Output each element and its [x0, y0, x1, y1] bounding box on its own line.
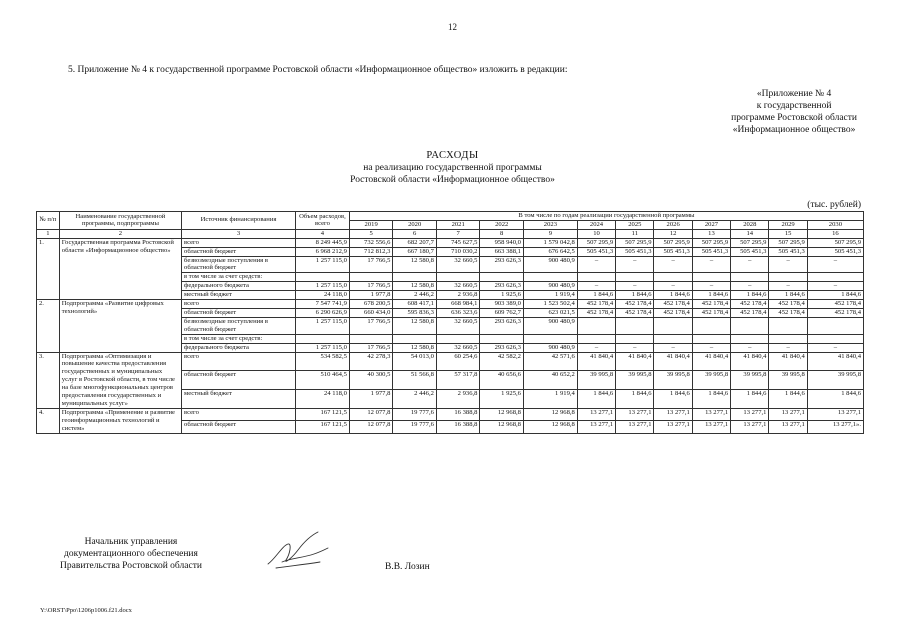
- year-value: –: [807, 343, 863, 352]
- year-value: [807, 273, 863, 282]
- year-value: 42 582,2: [480, 352, 524, 371]
- year-value: 663 388,1: [480, 247, 524, 256]
- program-name: Государственная программа Ростовской области «Информационное общество»: [59, 238, 181, 299]
- year-value: –: [616, 282, 654, 291]
- year-value: 507 295,9: [654, 238, 692, 247]
- year-value: 1 977,8: [349, 390, 393, 409]
- table-row: [37, 238, 864, 247]
- funding-source: областной бюджет: [182, 247, 296, 256]
- year-value: 12 580,8: [393, 343, 437, 352]
- year-value: [654, 317, 692, 334]
- title-line: Ростовской области «Информационное общество»: [350, 175, 555, 185]
- table-row: [37, 352, 864, 371]
- title-line: на реализацию государственной программы: [363, 163, 542, 173]
- year-value: 41 840,4: [731, 352, 769, 371]
- year-value: 2 446,2: [393, 291, 437, 300]
- program-name: Подпрограмма «Развитие цифровых технологий»: [59, 300, 181, 352]
- funding-source: федерального бюджета: [182, 282, 296, 291]
- year-value: [436, 273, 480, 282]
- year-value: 13 277,1: [731, 421, 769, 433]
- year-value: 13 277,1: [731, 408, 769, 420]
- funding-source: федерального бюджета: [182, 343, 296, 352]
- year-value: 12 077,8: [349, 421, 393, 433]
- year-value: 13 277,1: [616, 408, 654, 420]
- year-value: [523, 334, 577, 343]
- year-value: 13 277,1: [807, 408, 863, 420]
- year-value: 41 840,4: [769, 352, 807, 371]
- total-value: 510 464,5: [296, 371, 350, 390]
- year-value: 12 580,8: [393, 256, 437, 273]
- column-index: 3: [182, 229, 296, 238]
- year-value: 13 277,1: [692, 408, 730, 420]
- year-value: [577, 317, 615, 334]
- year-value: 41 840,4: [577, 352, 615, 371]
- year-value: 54 013,0: [393, 352, 437, 371]
- year-value: [807, 317, 863, 334]
- year-value: 1 523 502,4: [523, 300, 577, 309]
- year-value: [393, 273, 437, 282]
- year-value: [349, 334, 393, 343]
- year-value: 505 451,3: [769, 247, 807, 256]
- header-year: 2030: [807, 220, 863, 229]
- funding-source: местный бюджет: [182, 390, 296, 409]
- year-value: 39 995,8: [616, 371, 654, 390]
- year-value: –: [769, 256, 807, 273]
- year-value: [731, 273, 769, 282]
- appendix-line: к государственной: [756, 101, 832, 111]
- year-value: 1 844,6: [616, 291, 654, 300]
- column-index: 4: [296, 229, 350, 238]
- year-value: 1 925,6: [480, 390, 524, 409]
- year-value: 900 480,9: [523, 256, 577, 273]
- year-value: 505 451,3: [692, 247, 730, 256]
- year-value: 13 277,1: [654, 421, 692, 433]
- year-value: 12 968,8: [523, 408, 577, 420]
- year-value: 40 656,6: [480, 371, 524, 390]
- row-number: 2.: [37, 300, 60, 352]
- year-value: [577, 334, 615, 343]
- year-value: 12 968,8: [523, 421, 577, 433]
- year-value: 676 642,5: [523, 247, 577, 256]
- total-value: 167 121,5: [296, 421, 350, 433]
- year-value: 682 207,7: [393, 238, 437, 247]
- year-value: 452 178,4: [577, 308, 615, 317]
- year-value: 51 566,8: [393, 371, 437, 390]
- column-index: 2: [59, 229, 181, 238]
- year-value: –: [731, 343, 769, 352]
- appendix-line: «Приложение № 4: [756, 89, 832, 99]
- year-value: 39 995,8: [654, 371, 692, 390]
- header-num: № п/п: [37, 212, 60, 230]
- year-value: 17 766,5: [349, 256, 393, 273]
- year-value: 41 840,4: [692, 352, 730, 371]
- column-index: 10: [577, 229, 615, 238]
- year-value: 1 844,6: [654, 291, 692, 300]
- year-value: [480, 273, 524, 282]
- funding-source: областной бюджет: [182, 421, 296, 433]
- year-value: –: [654, 343, 692, 352]
- year-value: 668 984,1: [436, 300, 480, 309]
- header-years-group: В том числе по годам реализации государственной программы: [349, 212, 863, 221]
- year-value: 1 919,4: [523, 390, 577, 409]
- year-value: 13 277,1: [769, 408, 807, 420]
- year-value: 1 844,6: [769, 291, 807, 300]
- year-value: [577, 273, 615, 282]
- year-value: 13 277,1: [577, 408, 615, 420]
- year-value: 1 919,4: [523, 291, 577, 300]
- year-value: 293 626,3: [480, 282, 524, 291]
- row-number: 1.: [37, 238, 60, 299]
- year-value: 39 995,8: [807, 371, 863, 390]
- year-value: 1 844,6: [692, 390, 730, 409]
- year-value: 17 766,5: [349, 317, 393, 334]
- year-value: 710 030,2: [436, 247, 480, 256]
- header-year: 2024: [577, 220, 615, 229]
- year-value: [692, 317, 730, 334]
- total-value: 1 257 115,0: [296, 256, 350, 273]
- year-value: 595 836,3: [393, 308, 437, 317]
- header-year: 2023: [523, 220, 577, 229]
- column-index: 7: [436, 229, 480, 238]
- row-number: 4.: [37, 408, 60, 433]
- year-value: 16 388,8: [436, 421, 480, 433]
- year-value: 1 844,6: [807, 390, 863, 409]
- year-value: 293 626,3: [480, 343, 524, 352]
- year-value: 900 480,9: [523, 282, 577, 291]
- year-value: 32 660,5: [436, 256, 480, 273]
- year-value: 40 300,5: [349, 371, 393, 390]
- total-value: 6 968 212,9: [296, 247, 350, 256]
- position-line: Правительства Ростовской области: [60, 561, 202, 571]
- year-value: [436, 334, 480, 343]
- column-index: 8: [480, 229, 524, 238]
- expenses-table: [36, 211, 864, 434]
- year-value: –: [616, 256, 654, 273]
- year-value: –: [577, 343, 615, 352]
- year-value: [616, 317, 654, 334]
- year-value: 452 178,4: [654, 308, 692, 317]
- year-value: 505 451,3: [807, 247, 863, 256]
- year-value: 41 840,4: [807, 352, 863, 371]
- year-value: 39 995,8: [769, 371, 807, 390]
- year-value: 57 317,8: [436, 371, 480, 390]
- year-value: [769, 334, 807, 343]
- year-value: [480, 334, 524, 343]
- year-value: 1 579 042,8: [523, 238, 577, 247]
- year-value: –: [692, 343, 730, 352]
- header-source: Источник финансирования: [182, 212, 296, 230]
- funding-source: всего: [182, 300, 296, 309]
- title-main: РАСХОДЫ: [426, 150, 479, 161]
- year-value: 1 844,6: [807, 291, 863, 300]
- column-index: 9: [523, 229, 577, 238]
- year-value: 13 277,1».: [807, 421, 863, 433]
- year-value: [692, 334, 730, 343]
- table-row: [37, 300, 864, 309]
- year-value: –: [769, 343, 807, 352]
- funding-source: всего: [182, 408, 296, 420]
- year-value: –: [616, 343, 654, 352]
- year-value: 505 451,3: [731, 247, 769, 256]
- year-value: [692, 273, 730, 282]
- year-value: 900 480,9: [523, 317, 577, 334]
- column-index: 11: [616, 229, 654, 238]
- year-value: –: [577, 256, 615, 273]
- year-value: [731, 317, 769, 334]
- year-value: 636 323,6: [436, 308, 480, 317]
- year-value: 41 840,4: [616, 352, 654, 371]
- signature-position: [60, 536, 202, 572]
- funding-source: местный бюджет: [182, 291, 296, 300]
- year-value: 13 277,1: [654, 408, 692, 420]
- year-value: 507 295,9: [616, 238, 654, 247]
- year-value: 452 178,4: [731, 308, 769, 317]
- total-value: 167 121,5: [296, 408, 350, 420]
- year-value: 16 388,8: [436, 408, 480, 420]
- header-volume: Объем расходов, всего: [296, 212, 350, 230]
- year-value: 452 178,4: [769, 308, 807, 317]
- year-value: [616, 334, 654, 343]
- funding-source: в том числе за счет средств:: [182, 273, 296, 282]
- row-number: 3.: [37, 352, 60, 408]
- year-value: 1 844,6: [577, 291, 615, 300]
- year-value: 505 451,3: [577, 247, 615, 256]
- year-value: 32 660,5: [436, 282, 480, 291]
- year-value: 667 180,7: [393, 247, 437, 256]
- total-value: 7 547 741,9: [296, 300, 350, 309]
- header-year: 2019: [349, 220, 393, 229]
- year-value: 12 968,8: [480, 408, 524, 420]
- year-value: [807, 334, 863, 343]
- year-value: 505 451,3: [654, 247, 692, 256]
- total-value: 1 257 115,0: [296, 317, 350, 334]
- year-value: 452 178,4: [654, 300, 692, 309]
- year-value: [654, 334, 692, 343]
- year-value: 452 178,4: [577, 300, 615, 309]
- year-value: 452 178,4: [616, 308, 654, 317]
- year-value: 12 968,8: [480, 421, 524, 433]
- column-index: 14: [731, 229, 769, 238]
- year-value: 17 766,5: [349, 282, 393, 291]
- year-value: –: [654, 256, 692, 273]
- program-name: Подпрограмма «Применение и развитие геоинформационных технологий и систем»: [59, 408, 181, 433]
- year-value: –: [692, 256, 730, 273]
- year-value: 32 660,5: [436, 317, 480, 334]
- funding-source: всего: [182, 352, 296, 371]
- total-value: 534 582,5: [296, 352, 350, 371]
- year-value: 507 295,9: [577, 238, 615, 247]
- year-value: 507 295,9: [769, 238, 807, 247]
- funding-source: всего: [182, 238, 296, 247]
- year-value: 42 278,3: [349, 352, 393, 371]
- header-year: 2026: [654, 220, 692, 229]
- year-value: 452 178,4: [616, 300, 654, 309]
- column-index: 13: [692, 229, 730, 238]
- total-value: 1 257 115,0: [296, 282, 350, 291]
- year-value: 39 995,8: [731, 371, 769, 390]
- funding-source: в том числе за счет средств:: [182, 334, 296, 343]
- year-value: 39 995,8: [692, 371, 730, 390]
- header-name: Наименование государственной программы, подпрограммы: [59, 212, 181, 230]
- year-value: 40 652,2: [523, 371, 577, 390]
- year-value: 12 580,8: [393, 282, 437, 291]
- year-value: –: [654, 282, 692, 291]
- total-value: [296, 334, 350, 343]
- column-index: 15: [769, 229, 807, 238]
- year-value: 60 254,6: [436, 352, 480, 371]
- year-value: –: [577, 282, 615, 291]
- column-index: 16: [807, 229, 863, 238]
- year-value: 12 580,8: [393, 317, 437, 334]
- year-value: 452 178,4: [769, 300, 807, 309]
- year-value: 1 844,6: [692, 291, 730, 300]
- year-value: [523, 273, 577, 282]
- year-value: 1 844,6: [654, 390, 692, 409]
- column-index: 5: [349, 229, 393, 238]
- header-year: 2028: [731, 220, 769, 229]
- year-value: 1 844,6: [577, 390, 615, 409]
- header-year: 2027: [692, 220, 730, 229]
- funding-source: безвозмездные поступления в областной бюджет: [182, 317, 296, 334]
- column-index: 1: [37, 229, 60, 238]
- year-value: 2 936,8: [436, 390, 480, 409]
- funding-source: безвозмездные поступления в областной бюджет: [182, 256, 296, 273]
- year-value: [731, 334, 769, 343]
- year-value: 732 556,6: [349, 238, 393, 247]
- year-value: 660 434,0: [349, 308, 393, 317]
- header-year: 2025: [616, 220, 654, 229]
- header-year: 2029: [769, 220, 807, 229]
- year-value: 39 995,8: [577, 371, 615, 390]
- year-value: 623 021,5: [523, 308, 577, 317]
- year-value: [616, 273, 654, 282]
- year-value: 17 766,5: [349, 343, 393, 352]
- units-label: (тыс. рублей): [807, 200, 861, 210]
- position-line: документационного обеспечения: [64, 549, 198, 559]
- total-value: 1 257 115,0: [296, 343, 350, 352]
- year-value: 958 940,0: [480, 238, 524, 247]
- year-value: 900 480,9: [523, 343, 577, 352]
- year-value: 452 178,4: [807, 308, 863, 317]
- year-value: 745 627,5: [436, 238, 480, 247]
- year-value: –: [807, 282, 863, 291]
- year-value: 2 446,2: [393, 390, 437, 409]
- year-value: 452 178,4: [807, 300, 863, 309]
- year-value: 13 277,1: [692, 421, 730, 433]
- year-value: [769, 317, 807, 334]
- year-value: 13 277,1: [616, 421, 654, 433]
- year-value: 19 777,6: [393, 408, 437, 420]
- year-value: 1 977,8: [349, 291, 393, 300]
- program-name: Подпрограмма «Оптимизация и повышение качества предоставления государственных и муниципальных услуг в Ростовской области, в том числе на базе многофункциональных центров предоставления государственных и муниципальных услуг»: [59, 352, 181, 408]
- year-value: 1 925,6: [480, 291, 524, 300]
- year-value: 42 571,6: [523, 352, 577, 371]
- year-value: 293 626,3: [480, 317, 524, 334]
- year-value: 712 812,3: [349, 247, 393, 256]
- year-value: 609 762,7: [480, 308, 524, 317]
- year-value: –: [769, 282, 807, 291]
- header-year: 2021: [436, 220, 480, 229]
- year-value: 41 840,4: [654, 352, 692, 371]
- column-index: 12: [654, 229, 692, 238]
- year-value: 293 626,3: [480, 256, 524, 273]
- year-value: 13 277,1: [769, 421, 807, 433]
- total-value: [296, 273, 350, 282]
- total-value: 24 118,0: [296, 291, 350, 300]
- signer-name: В.В. Лозин: [385, 562, 430, 572]
- year-value: 452 178,4: [692, 308, 730, 317]
- year-value: 903 389,0: [480, 300, 524, 309]
- page-number: 12: [448, 22, 457, 32]
- appendix-line: «Информационное общество»: [732, 125, 856, 135]
- column-index: 6: [393, 229, 437, 238]
- year-value: 1 844,6: [731, 291, 769, 300]
- year-value: –: [731, 256, 769, 273]
- year-value: 1 844,6: [769, 390, 807, 409]
- year-value: 452 178,4: [731, 300, 769, 309]
- year-value: 1 844,6: [616, 390, 654, 409]
- funding-source: областной бюджет: [182, 308, 296, 317]
- year-value: –: [731, 282, 769, 291]
- position-line: Начальник управления: [84, 537, 178, 547]
- handwritten-signature: [262, 528, 332, 574]
- year-value: [349, 273, 393, 282]
- year-value: [393, 334, 437, 343]
- year-value: 678 200,5: [349, 300, 393, 309]
- year-value: 507 295,9: [692, 238, 730, 247]
- total-value: 6 290 626,9: [296, 308, 350, 317]
- year-value: 507 295,9: [807, 238, 863, 247]
- file-path: Y:\ORST\Ppo\1206p1006.f21.docx: [40, 607, 132, 614]
- year-value: 452 178,4: [692, 300, 730, 309]
- year-value: –: [807, 256, 863, 273]
- year-value: 12 077,8: [349, 408, 393, 420]
- total-value: 24 118,0: [296, 390, 350, 409]
- header-year: 2020: [393, 220, 437, 229]
- header-year: 2022: [480, 220, 524, 229]
- table-row: [37, 408, 864, 420]
- year-value: 505 451,3: [616, 247, 654, 256]
- appendix-line: программе Ростовской области: [731, 113, 857, 123]
- year-value: 2 936,8: [436, 291, 480, 300]
- document-title: [0, 150, 905, 186]
- year-value: 1 844,6: [731, 390, 769, 409]
- appendix-caption: [731, 88, 857, 136]
- year-value: 507 295,9: [731, 238, 769, 247]
- year-value: 13 277,1: [577, 421, 615, 433]
- year-value: –: [692, 282, 730, 291]
- funding-source: областной бюджет: [182, 371, 296, 390]
- year-value: 19 777,6: [393, 421, 437, 433]
- year-value: 32 660,5: [436, 343, 480, 352]
- total-value: 8 249 445,9: [296, 238, 350, 247]
- year-value: [769, 273, 807, 282]
- year-value: [654, 273, 692, 282]
- year-value: 608 417,1: [393, 300, 437, 309]
- intro-paragraph: 5. Приложение № 4 к государственной программе Ростовской области «Информационное общество» изложить в редакции:: [68, 65, 568, 75]
